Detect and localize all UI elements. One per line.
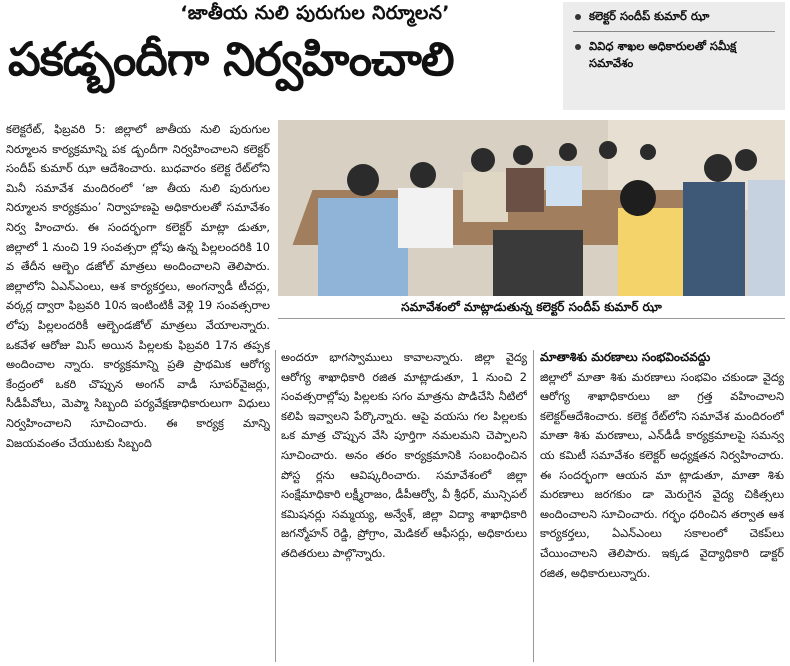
summary-point bbox=[563, 2, 785, 25]
summary-point-text: వివిధ శాఖల అధికారులతో సమీక్ష సమావేశం bbox=[589, 39, 737, 70]
article-column-1: కలెక్టరేట్, ఫిబ్రవరి 5: జిల్లాలో జాతీయ నులి పురుగుల నిర్మూలన కార్యక్రమాన్ని పక డ్బందీగా నిర్వహించాలని కలెక్టర్ సందీప్ కుమార్ ఝా ఆదేశించారు. బుధవారం కలెక్ట రేట్‌లోని మినీ సమావేశ మందిరంలో ‘జా తీయ నులి పురుగుల నిర్మూలన కార్యక్రమం’ నిర్వాహణపై అధికారులతో సమావేశం నిర్వ హించారు. ఈ సందర్భంగా కలెక్టర్ మాట్లా డుతూ, జిల్లాలో 1 నుంచి 19 సంవత్సరా ల్లోపు ఉన్న పిల్లలందరికి 10 వ తేదీన ఆల్బెం డజోల్ మాత్రలు అందించాలని తెలిపారు. జిల్లాలోని ఏఎన్ఎంలు, ఆశ కార్యకర్తలు, అంగన్వాడీ టీచర్లు, వర్కర్ల ద్వారా ఫిబ్రవరి 10న ఇంటింటికీ వెళ్లి 19 సంవత్సరాల లోపు పిల్లలందరికీ ఆల్బెండజోల్ మాత్రలు వేయాలన్నారు. ఒకవేళ ఆరోజు మిస్ అయిన పిల్లలకు ఫిబ్రవరి 17న తప్పక అందించాల న్నారు. కార్యక్రమాన్ని ప్రతి ప్రాథమిక ఆరోగ్య కేంద్రంలో ఒకరి చొప్పున అంగన్ వాడీ సూపర్‌వైజర్లు, సీడీపీవోలు, మెప్మా సిబ్బంది పర్యవేక్షణాధికారులుగా విధులు నిర్వహించాలని సూచించారు. ఈ కార్యక్ర మాన్ని విజయవంతం చేయుటకు సిబ్బంది bbox=[6, 123, 270, 450]
meeting-photo bbox=[278, 120, 785, 296]
headline-kicker: ‘జాతీయ నులి పురుగుల నిర్మూలన’ bbox=[180, 2, 450, 24]
summary-point bbox=[563, 32, 785, 72]
subheading: మాతాశిశు మరణాలు సంభవించవద్దు bbox=[540, 350, 711, 364]
article-column-3-text: జిల్లాలో మాతా శిశు మరణాలు సంభవిం చకుండా వైద్య ఆరోగ్య శాఖాధికారులు జా గ్రత్త వహించాలని కలెక్టర్ఆదేశించారు. కలెక్ట రేట్‌లోని సమావేశ మందిరంలో మాతా శిశు మరణాలు, ఎన్‌డీడీ కార్యక్రమాలపై సమన్వ య కమిటీ సమావేశం కలెక్టర్ అధ్యక్షతన నిర్వహించారు. ఈ సందర్భంగా ఆయన మా ట్లాడుతూ, మాతా శిశు మరణాలు జరగకుం డా మెరుగైన వైద్య చికిత్సలు అందించాలని సూచించారు. గర్భం ధరించిన తర్వాత ఆశ కార్యకర్తలు, ఏఎన్ఎంలు సకాలంలో చెకప్‌లు చేయించాలని తెలిపారు. ఇక్కడ వైద్యాధికారి డాక్టర్ రజిత, అధికారులున్నారు. bbox=[540, 370, 784, 580]
summary-box bbox=[563, 2, 785, 110]
article-column-2: అందరూ భాగస్వాములు కావాలన్నారు. జిల్లా వైద్య ఆరోగ్య శాఖాధికారి రజిత మాట్లాడుతూ, 1 నుంచి 2 సంవత్సరాల్లోపు పిల్లలకు సగం మాత్రను పొడిచేసి నీటిలో కలిపి ఇవ్వాలని పేర్కొన్నారు. ఆపై వయసు గల పిల్లలకు ఒక మాత్ర చొప్పున వేసి పూర్తిగా నమలమని చెప్పాలని సూచించారు. అనం తరం కార్యక్రమానికి సంబంధించిన పోస్ట ర్లను ఆవిష్కరించారు. సమావేశంలో జిల్లా సంక్షేమాధికారి లక్ష్మీరాజం, డీపీఆర్వో, వీ శ్రీధర్, మున్సిపల్ కమిషనర్లు సమ్మయ్య, అన్వేశ్, జిల్లా విద్యా శాఖాధికారి జగన్మోహన్ రెడ్డి, ప్రోగ్రాం, మెడికల్ ఆఫీసర్లు, అధికారులు తదితరులు పాల్గొన్నారు. bbox=[281, 351, 527, 560]
photo-caption: సమావేశంలో మాట్లాడుతున్న కలెక్టర్ సందీప్ కుమార్ ఝా bbox=[401, 300, 662, 314]
article-column-3 bbox=[540, 348, 784, 664]
headline: పకడ్బందీగా నిర్వహించాలి bbox=[8, 32, 454, 86]
column-rule bbox=[275, 350, 276, 662]
meeting-photo-illustration bbox=[278, 120, 785, 296]
bullet-icon bbox=[575, 44, 581, 50]
summary-point-text: కలెక్టర్ సందీప్ కుమార్ ఝా bbox=[589, 9, 710, 23]
divider bbox=[278, 318, 785, 319]
bullet-icon bbox=[575, 14, 581, 20]
column-rule bbox=[533, 350, 534, 662]
